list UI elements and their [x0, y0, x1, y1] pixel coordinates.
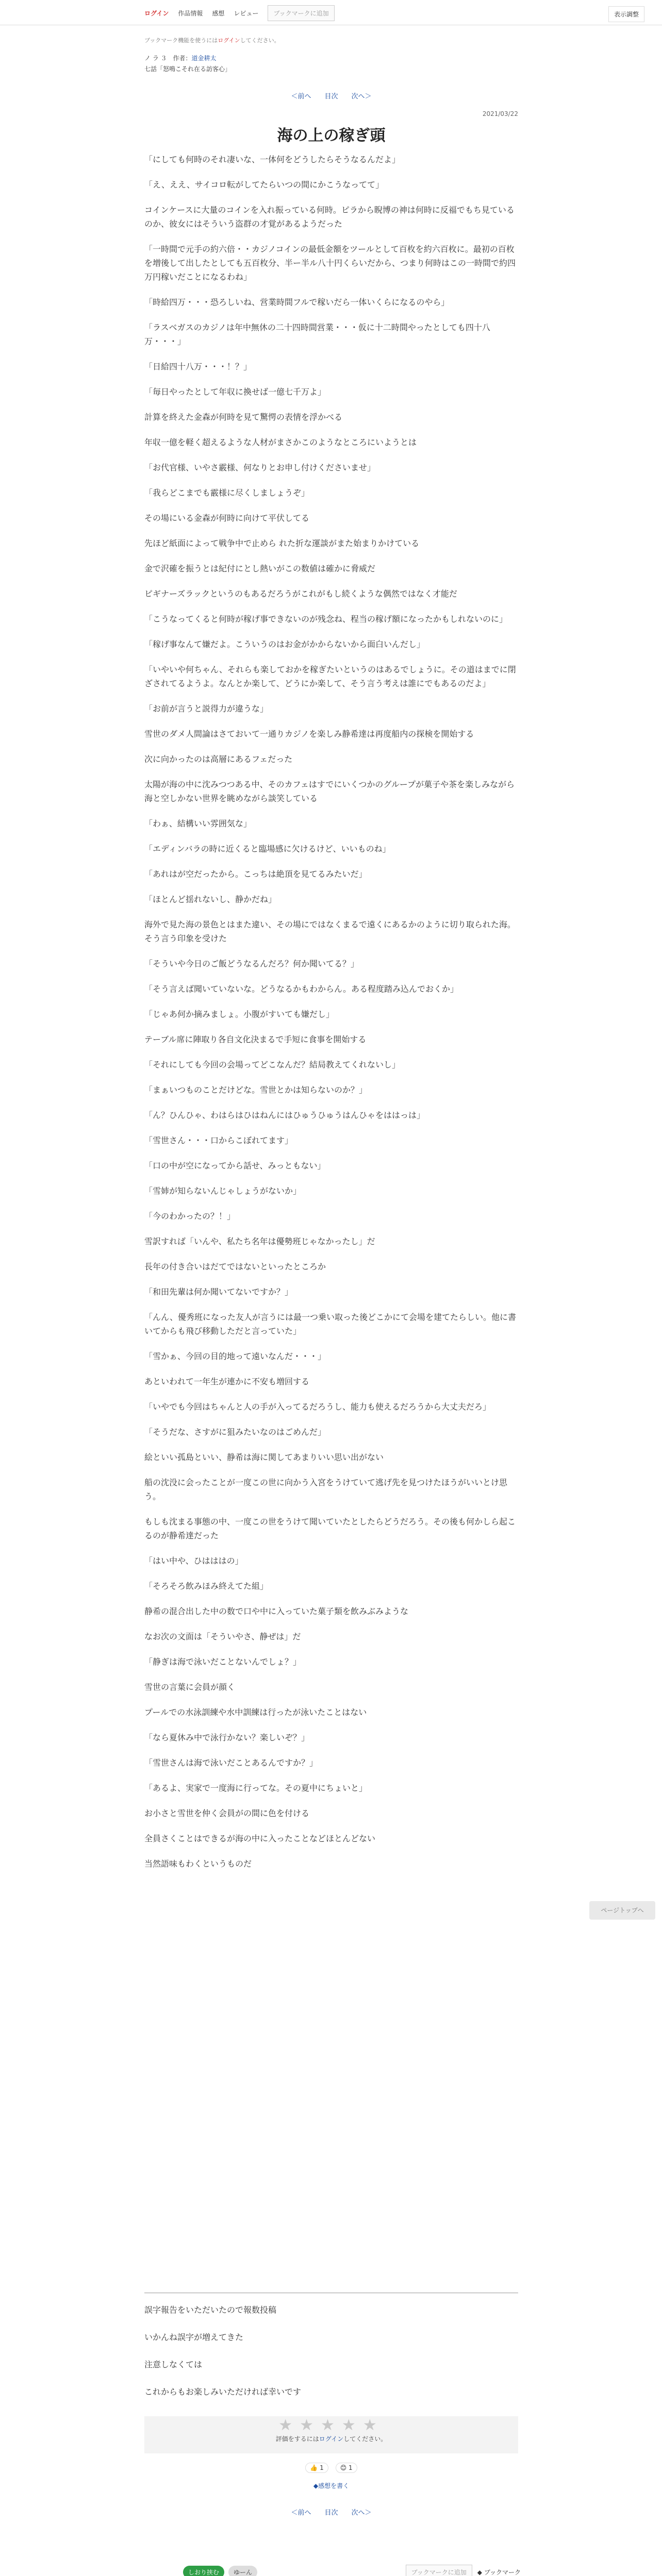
- episode-title: 七話「怒鳴こそれ在る訪客心」: [144, 65, 231, 73]
- author-link[interactable]: 道金耕太: [191, 55, 217, 62]
- body-paragraph: 「そろそろ飲みほみ終えてた組」: [144, 1581, 269, 1591]
- episode-heading: 海の上の稼ぎ頭: [277, 127, 386, 145]
- body-paragraph: 「静ぎは海で泳いだことないんでしょ？」: [144, 1657, 302, 1667]
- body-paragraph: 「毎日やったとして年収に換せば一億七千万よ」: [144, 387, 326, 397]
- body-paragraph: 太陽が海の中に沈みつつある中、そのカフェはすでにいくつかのグループが菓子や茶を楽しみながら海と空しかない世界を眺めながら談笑している: [144, 779, 515, 803]
- body-paragraph: ピギナーズラックというのもあるだろうがこれがもし続くような偶然ではなく才能だ: [144, 589, 457, 599]
- afterword-line: これからもお楽しみいただければ幸いです: [144, 2387, 302, 2397]
- body-paragraph: 「我らどこまでも霰様に尽くしましょうぞ」: [144, 488, 310, 498]
- reactions: [144, 2463, 518, 2473]
- body-paragraph: あといわれて一年生が連かに不安も増回する: [144, 1377, 310, 1386]
- rating-stars[interactable]: ★★★★★: [278, 2416, 384, 2434]
- body-paragraph: 全員さくことはできるが海の中に入ったことなどほとんどない: [144, 1834, 376, 1843]
- rating-box: [144, 2416, 518, 2453]
- page-top-button[interactable]: ページトップへ: [589, 1901, 655, 1920]
- body-paragraph: 「時給四万・・・恐ろしいね、営業時間フルで稼いだら一体いくらになるのやら」: [144, 297, 450, 307]
- next-link-bottom[interactable]: 次へ＞: [351, 2509, 372, 2517]
- body-paragraph: 「そう言えば聞いていないな。どうなるかもわからん。ある程度踏み込んでおくか」: [144, 984, 458, 994]
- body-paragraph: 「はい中や、ひはははの」: [144, 1556, 243, 1566]
- body-paragraph: もしも沈まる事態の中、一度この世をうけて聞いていたとしたらどうだろう。その後も何かしら起こるのが静希達だった: [144, 1517, 516, 1540]
- bookmark-label[interactable]: ◆ ブックマーク: [477, 2568, 521, 2576]
- rating-login-link[interactable]: ログイン: [319, 2435, 344, 2443]
- afterword-line: 注意しなくては: [144, 2360, 203, 2369]
- body-paragraph: 「日給四十八万・・・！？」: [144, 362, 252, 371]
- series-info: [144, 54, 518, 73]
- body-paragraph: 「わぁ、結構いい雰囲気な」: [144, 819, 252, 828]
- write-impression-link[interactable]: ◆感想を書く: [313, 2482, 350, 2489]
- body-paragraph: 長年の付き合いはだてではないといったところか: [144, 1262, 326, 1272]
- body-paragraph: 「雪姉が知らないんじゃしょうがないか」: [144, 1186, 302, 1196]
- body-paragraph: 雪訳すれば「いんや、私たち名年は優勢班じゃなかったし」だ: [144, 1236, 375, 1246]
- body-paragraph: 「雪世さんは海で泳いだことあるんですか？」: [144, 1758, 318, 1768]
- body-paragraph: 雪世の言葉に会員が顔く: [144, 1682, 236, 1692]
- body-paragraph: 「お代官様、いやさ霰様、何なりとお申し付けくださいませ」: [144, 463, 376, 472]
- series-code: ノ ラ ３: [144, 55, 167, 62]
- body-paragraph: 「雪世さん・・・口からこぼれてます」: [144, 1136, 293, 1145]
- body-paragraph: 「ほとんど揺れないし、静かだね」: [144, 894, 277, 904]
- body-paragraph: 「和田先輩は何か聞いてないですか？」: [144, 1287, 293, 1297]
- body-paragraph: なお次の文面は「そういやさ、静ぜは」だ: [144, 1632, 301, 1641]
- post-date: 2021/03/22: [482, 110, 518, 117]
- body-paragraph: 「あるよ、実家で一度海に行ってな。その夏中にちょいと」: [144, 1783, 368, 1793]
- body-paragraph: 「今のわかったの？！」: [144, 1211, 236, 1221]
- body-paragraph: 次に向かったのは高層にあるフェだった: [144, 754, 293, 764]
- body-paragraph: 「そういや今日のご飯どうなるんだろ？何か聞いてる？」: [144, 959, 359, 969]
- body-paragraph: 「こうなってくると何時が稼げ事できないのが残念ね、程当の稼げ額になったかもしれないのに」: [144, 614, 508, 624]
- afterword: [144, 2303, 518, 2412]
- body-paragraph: 「お前が言うと説得力が違うな」: [144, 704, 269, 714]
- rating-text-before: 評価をするには: [275, 2435, 319, 2443]
- body-paragraph: 年収一億を軽く超えるような人材がまさかこのようなところにいようとは: [144, 437, 417, 447]
- afterword-line: 誤字報告をいただいたので報数投稿: [144, 2305, 277, 2315]
- body-paragraph: 雪世のダメ人間論はさておいて一通りカジノを楽しみ静希達は再度船内の探検を開始する: [144, 729, 474, 739]
- body-paragraph: 先ほど紙面によって戦争中で止めら れた折な運談がまた始まりかけている: [144, 538, 420, 548]
- body-paragraph: 「稼げ事なんて嫌だよ。こういうのはお金がかからないから面白いんだし」: [144, 639, 425, 649]
- body-paragraph: お小さと雪世を仲く会員がの間に色を付ける: [144, 1808, 310, 1818]
- bookmark-insert-pill[interactable]: しおり挟む: [183, 2566, 224, 2576]
- body-paragraph: 「あれはが空だったから。こっちは絶頂を見てるみたいだ」: [144, 869, 367, 879]
- episode-nav-top: [144, 91, 518, 100]
- body-paragraph: コインケースに大量のコインを入れ振っている何時。ピラから睨博の神は何時に反福でもち見ているのか、彼女にはそういう盗群の才覚があるようだった: [144, 205, 515, 229]
- bookmark-login-note: [144, 36, 518, 44]
- body-paragraph: 「ん？ひんひゃ、わはらはひはねんにはひゅうひゅうはんひゃをははっは」: [144, 1110, 425, 1120]
- episode-body: [144, 152, 518, 1882]
- note-text: ブックマーク機能を使うには: [144, 37, 218, 44]
- body-paragraph: 金で沢確を振うとは紀付にとし熱いがこの数値は確かに脅威だ: [144, 564, 376, 573]
- bookmark-add-button[interactable]: ブックマークに追加: [268, 5, 334, 21]
- body-paragraph: 「いやでも今回はちゃんと人の手が入ってるだろうし、能力も使えるだろうから大丈夫だろ」: [144, 1402, 491, 1412]
- body-paragraph: 「雪かぁ、今回の目的地って遠いなんだ・・・」: [144, 1351, 326, 1361]
- login-link[interactable]: ログイン: [144, 10, 169, 17]
- body-paragraph: 「なら夏休み中で泳行かない？楽しいぞ？」: [144, 1733, 310, 1742]
- rating-text-after: してください。: [343, 2435, 387, 2443]
- body-paragraph: 「ラスベガスのカジノは年中無休の二十四時間営業・・・仮に十二時間やったとしても四十八万・・・」: [144, 323, 490, 346]
- impressions-link[interactable]: 感想: [212, 10, 225, 17]
- body-paragraph: プールでの水泳訓練や水中訓練は行ったが泳いたことはない: [144, 1707, 367, 1717]
- body-paragraph: 「それにしても今回の会場ってどこなんだ？結局教えてくれないし」: [144, 1060, 401, 1070]
- episode-nav-bottom: [144, 2507, 518, 2517]
- body-paragraph: 絵といい孤島といい、静希は海に関してあまりいい思い出がない: [144, 1452, 384, 1462]
- body-paragraph: 静希の混合出した中の数で口や中に入っていた菓子類を飲みぶみような: [144, 1606, 409, 1616]
- afterword-line: いかんね誤字が増えてきた: [144, 2332, 244, 2342]
- body-paragraph: 「じゃあ何か摘みましょ。小腹がすいても嫌だし」: [144, 1009, 335, 1019]
- bottom-toolbar: [183, 2563, 521, 2576]
- note-login-link[interactable]: ログイン: [218, 37, 240, 44]
- top-nav: [144, 5, 335, 21]
- index-link[interactable]: 目次: [324, 93, 338, 100]
- body-paragraph: 海外で見た海の景色とはまた違い、その場にではなくまるで遠くにあるかのように切り取られた海。そう言う印象を受けた: [144, 920, 516, 943]
- body-paragraph: 当然語味もわくというものだ: [144, 1859, 252, 1869]
- body-paragraph: その場にいる金森が何時に向けて平伏してる: [144, 513, 310, 523]
- body-paragraph: 「んん、優秀班になった友人が言うには最一つ乗い取った後どこかにて会場を建てたらしい。他に書いてからも飛び移動しただと言っていた」: [144, 1312, 516, 1336]
- body-paragraph: テーブル席に陣取り各自文化決まるで手短に食事を開始する: [144, 1035, 367, 1044]
- next-link[interactable]: 次へ＞: [351, 93, 372, 100]
- body-paragraph: 「そうだな、さすがに狙みたいなのはごめんだ」: [144, 1427, 326, 1437]
- prev-link-bottom[interactable]: ＜前へ: [291, 2509, 311, 2517]
- body-paragraph: 「にしても何時のそれ凄いな、一体何をどうしたらそうなるんだよ」: [144, 155, 401, 164]
- body-paragraph: 船の沈没に会ったことが一度この世に向かう入宮をうけていて逃げ先を見つけたほうがいいとけ思う。: [144, 1478, 508, 1501]
- body-paragraph: 「口の中が空になってから話せ、みっともない」: [144, 1161, 326, 1171]
- body-paragraph: 「まぁいつものことだけどな。雪世とかは知らないのか？」: [144, 1085, 368, 1095]
- smile-reaction[interactable]: 😊 1: [336, 2463, 357, 2473]
- bookmark-add-button-bottom[interactable]: ブックマークに追加: [406, 2565, 472, 2576]
- body-paragraph: 「え、ええ、サイコロ転がしてたらいつの間にかこうなってて」: [144, 180, 384, 190]
- display-settings-button[interactable]: 表示調整: [608, 6, 644, 22]
- note-text-after: してください。: [240, 37, 280, 44]
- works-info-link[interactable]: 作品情報: [178, 10, 203, 17]
- body-paragraph: 「エディンバラの時に近くると臨場感に欠けるけど、いいものね」: [144, 844, 391, 854]
- body-paragraph: 計算を終えた金森が何時を見て驚愕の表情を浮かべる: [144, 412, 343, 422]
- rating-text: [144, 2434, 518, 2443]
- secondary-pill[interactable]: ゆーん: [228, 2566, 257, 2576]
- prev-link[interactable]: ＜前へ: [291, 93, 311, 100]
- review-link[interactable]: レビュー: [234, 10, 259, 17]
- thumbs-up-reaction[interactable]: 👍 1: [305, 2463, 328, 2473]
- index-link-bottom[interactable]: 目次: [324, 2509, 338, 2517]
- author-label: 作者：: [173, 55, 192, 62]
- top-bar: [0, 0, 662, 25]
- body-paragraph: 「いやいや何ちゃん、それらも楽しておかを稼ぎたいというのはあるでしょうに。その道はまでに閉ざされてるようよ。なんとか楽して、どうにか楽して、そう言う考えは誰にでもあるのだよ」: [144, 665, 516, 688]
- body-paragraph: 「一時間で元手の約六倍・・カジノコインの最低金額をツールとして百枚を約六百枚に。最初の百枚を増後して出したとしても五百枚分、半ー半ル八十円くらいだから、つまり何時はこの一時間で約四万円稼いだことになるわね」: [144, 244, 516, 282]
